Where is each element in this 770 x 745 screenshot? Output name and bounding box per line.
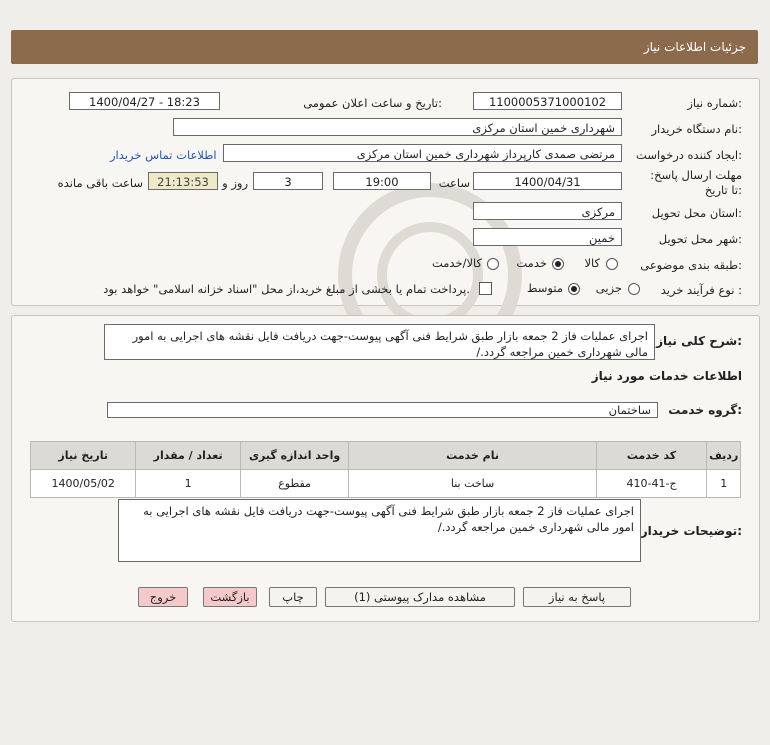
announce-label: تاریخ و ساعت اعلان عمومی: (303, 96, 442, 110)
deadline-time-field[interactable]: 19:00 (333, 172, 431, 190)
cell-row: 1 (707, 470, 741, 498)
category-radio-goods[interactable] (606, 258, 618, 270)
deadline-label: مهلت ارسال پاسخ: تا تاریخ: (650, 168, 742, 197)
table-row[interactable] (31, 470, 741, 498)
col-service-code: کد خدمت (596, 442, 707, 470)
category-option-service: خدمت (516, 256, 547, 270)
cell-service-code: ج-41-410 (596, 470, 707, 498)
print-button[interactable]: چاپ (269, 587, 317, 607)
cell-unit: مقطوع (240, 470, 349, 498)
col-need-date: تاریخ نیاز (31, 442, 136, 470)
cell-service-name: ساخت بنا (349, 470, 596, 498)
page-header (11, 30, 758, 64)
category-option-goods-service: کالا/خدمت (431, 256, 482, 270)
process-radio-minor[interactable] (628, 283, 640, 295)
deadline-date-field[interactable]: 1400/04/31 (473, 172, 622, 190)
col-row: ردیف (707, 442, 741, 470)
days-label: روز و (222, 176, 248, 190)
process-radio-medium[interactable] (568, 283, 580, 295)
exit-button[interactable]: خروج (138, 587, 188, 607)
requester-label: ایجاد کننده درخواست: (636, 148, 742, 162)
category-radio-goods-service[interactable] (487, 258, 499, 270)
table-header-row (31, 442, 741, 470)
service-group-field[interactable]: ساختمان (107, 402, 658, 418)
services-table (30, 441, 741, 498)
time-label: ساعت (438, 176, 470, 190)
col-service-name: نام خدمت (349, 442, 596, 470)
col-quantity: تعداد / مقدار (136, 442, 240, 470)
province-field[interactable]: مرکزی (473, 202, 622, 220)
city-label: شهر محل تحویل: (658, 232, 742, 246)
treasury-payment-note: پرداخت تمام یا بخشی از مبلغ خرید،از محل "اسناد خزانه اسلامی" خواهد بود. (103, 282, 470, 296)
process-label: نوع فرآیند خرید : (660, 283, 742, 297)
treasury-payment-checkbox[interactable] (479, 282, 492, 295)
summary-textarea[interactable]: اجرای عملیات فاز 2 جمعه بازار طبق شرایط فنی آگهی پیوست-جهت دریافت فایل نقشه های اجرایی به امور مالی شهرداری خمین مراجعه گردد./ (104, 324, 655, 360)
category-radio-service[interactable] (552, 258, 564, 270)
summary-label: شرح کلی نیاز: (656, 334, 742, 348)
requester-field[interactable]: مرتضی صمدی کارپرداز شهرداری خمین استان مرکزی (223, 144, 622, 162)
buyer-notes-label: توضیحات خریدار: (640, 524, 742, 538)
days-field[interactable]: 3 (253, 172, 323, 190)
cell-need-date: 1400/05/02 (31, 470, 136, 498)
reply-button[interactable]: پاسخ به نیاز (523, 587, 631, 607)
need-number-label: شماره نیاز: (687, 96, 742, 110)
city-field[interactable]: خمین (473, 228, 622, 246)
back-button[interactable]: بازگشت (203, 587, 257, 607)
col-unit: واحد اندازه گیری (240, 442, 349, 470)
buyer-org-field[interactable]: شهرداری خمین استان مرکزی (173, 118, 622, 136)
category-option-goods: کالا (584, 256, 600, 270)
buyer-org-label: نام دستگاه خریدار: (651, 122, 742, 136)
announce-field[interactable]: 1400/04/27 - 18:23 (69, 92, 220, 110)
remaining-label: ساعت باقی مانده (57, 176, 143, 190)
services-title: اطلاعات خدمات مورد نیاز (591, 369, 742, 383)
page-title: جزئیات اطلاعات نیاز (643, 40, 746, 54)
cell-quantity: 1 (136, 470, 240, 498)
contact-buyer-link[interactable]: اطلاعات تماس خریدار (110, 148, 217, 162)
process-option-minor: جزیی (595, 281, 622, 295)
category-label: طبقه بندی موضوعی: (640, 258, 742, 272)
need-number-field[interactable]: 1100005371000102 (473, 92, 622, 110)
service-group-label: گروه خدمت: (668, 403, 742, 417)
province-label: استان محل تحویل: (651, 206, 742, 220)
attachments-button[interactable]: مشاهده مدارک پیوستی (1) (325, 587, 515, 607)
remaining-timer: 21:13:53 (148, 172, 218, 190)
buyer-notes-textarea[interactable]: اجرای عملیات فاز 2 جمعه بازار طبق شرایط فنی آگهی پیوست-جهت دریافت فایل نقشه های اجرایی به امور مالی شهرداری خمین مراجعه گردد./ (118, 499, 641, 562)
process-option-medium: متوسط (526, 281, 563, 295)
